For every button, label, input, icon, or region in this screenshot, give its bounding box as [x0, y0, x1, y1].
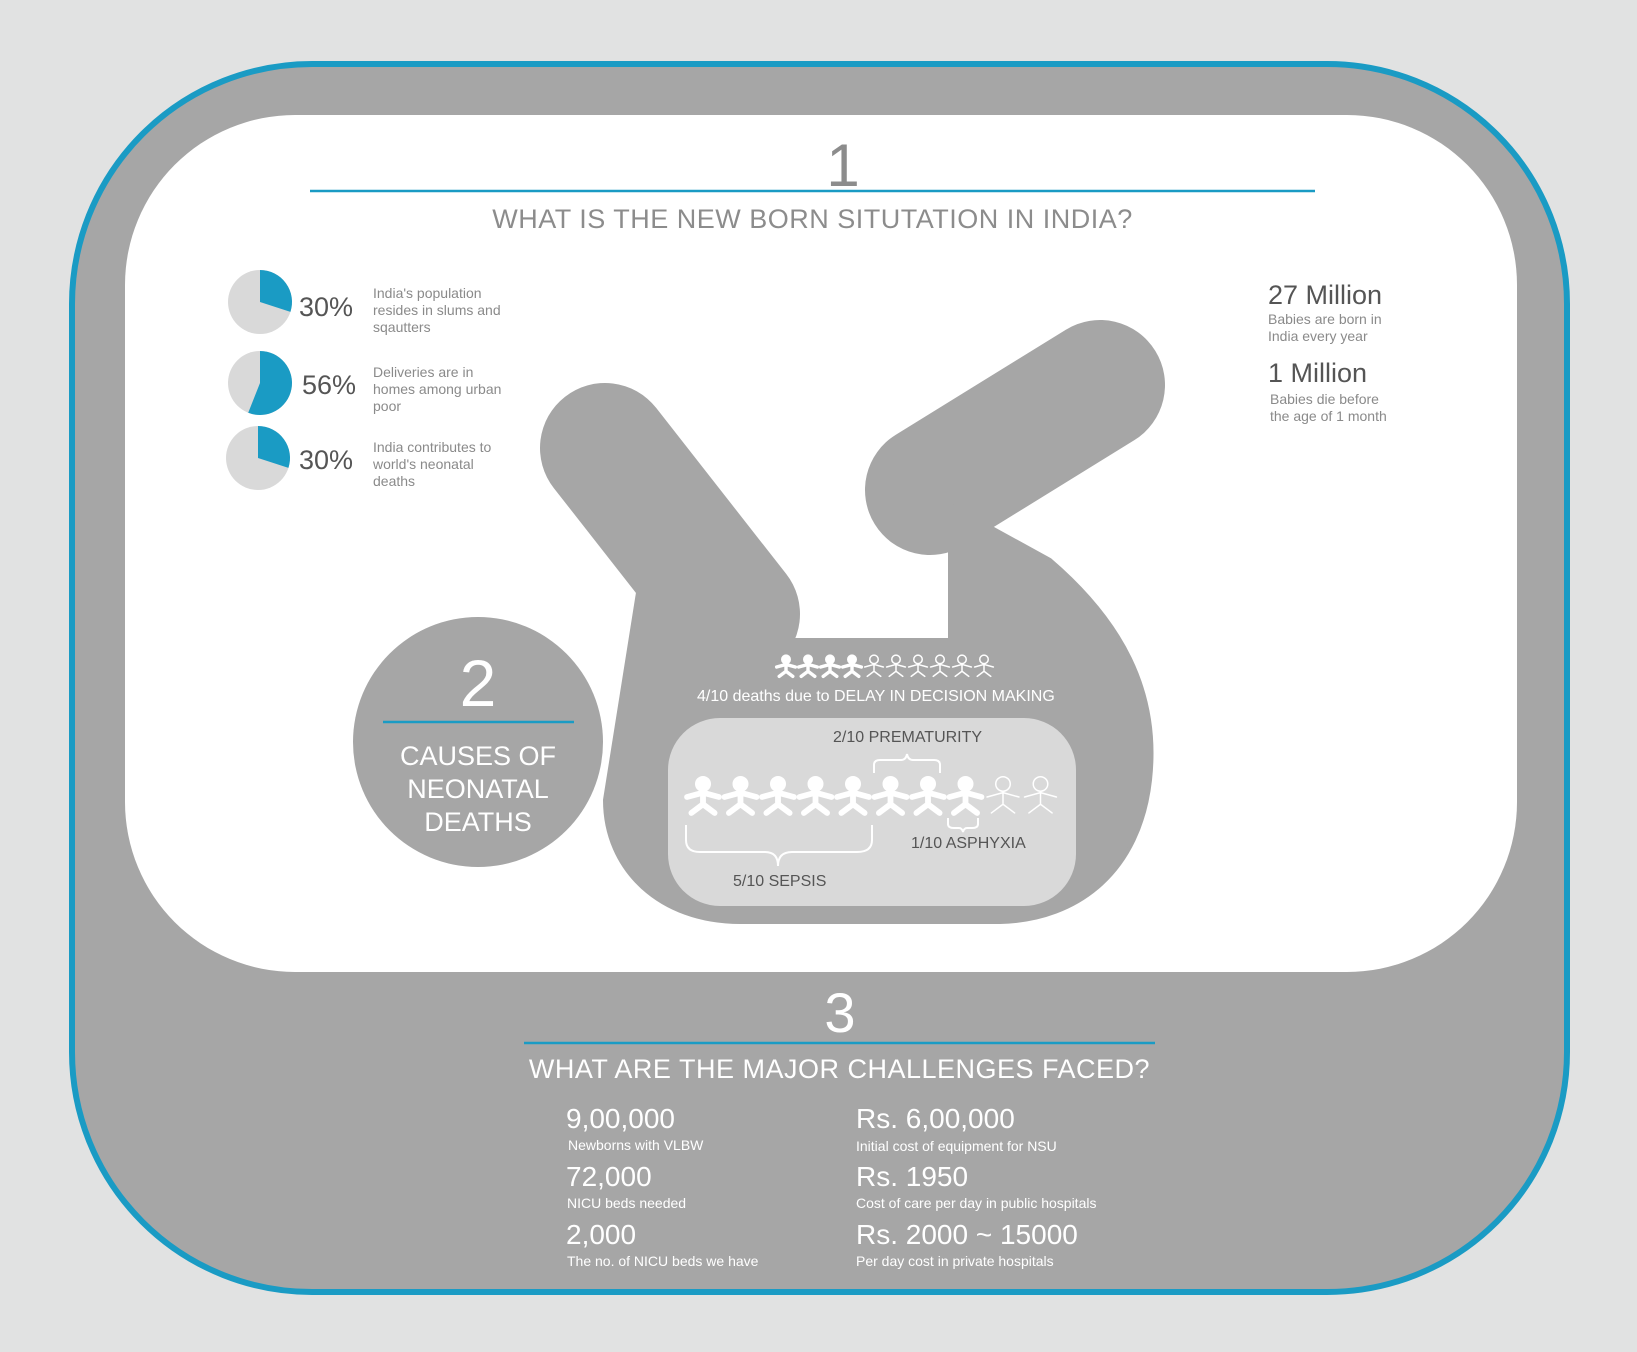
delay-label: 4/10 deaths due to DELAY IN DECISION MAKING	[697, 688, 1055, 705]
challenge-beds-have-description: The no. of NICU beds we have	[567, 1253, 759, 1269]
section3-number: 3	[824, 981, 856, 1044]
pie2-percent: 56%	[302, 370, 357, 400]
sepsis-label: 5/10 SEPSIS	[733, 873, 827, 890]
section3-title: WHAT ARE THE MAJOR CHALLENGES FACED?	[528, 1054, 1151, 1084]
challenge-vlbw-description: Newborns with VLBW	[568, 1137, 704, 1153]
challenge-private-value: Rs. 2000 ~ 15000	[856, 1219, 1078, 1250]
section2-title: CAUSES OF NEONATAL DEATHS	[399, 741, 557, 837]
pie-charts	[226, 270, 292, 490]
section1-title: WHAT IS THE NEW BORN SITUTATION IN INDIA?	[492, 204, 1133, 234]
challenge-beds-have-value: 2,000	[566, 1219, 637, 1250]
stat-die-description: Babies die before the age of 1 month	[1270, 391, 1387, 424]
challenge-beds-needed-value: 72,000	[566, 1161, 652, 1192]
pie3-percent: 30%	[299, 445, 354, 475]
challenge-beds-needed-description: NICU beds needed	[567, 1195, 687, 1211]
stat-born-value: 27 Million	[1268, 280, 1383, 310]
challenge-private-description: Per day cost in private hospitals	[856, 1253, 1054, 1269]
challenge-equipment-value: Rs. 6,00,000	[856, 1103, 1015, 1134]
challenge-equipment-description: Initial cost of equipment for NSU	[856, 1138, 1057, 1154]
pie1-description: India's population resides in slums and sqautters	[373, 285, 501, 335]
challenge-public-value: Rs. 1950	[856, 1161, 969, 1192]
challenge-vlbw-value: 9,00,000	[566, 1103, 675, 1134]
challenge-public-description: Cost of care per day in public hospitals	[856, 1195, 1097, 1211]
section2-number: 2	[459, 646, 497, 720]
prematurity-label: 2/10 PREMATURITY	[833, 729, 983, 746]
pie1-percent: 30%	[299, 292, 354, 322]
pie3-description: India contributes to world's neonatal deaths	[373, 439, 492, 489]
pie2-description: Deliveries are in homes among urban poor	[373, 364, 502, 414]
section1-number: 1	[826, 132, 860, 199]
stat-die-value: 1 Million	[1268, 358, 1368, 388]
stat-born-description: Babies are born in India every year	[1268, 311, 1382, 344]
asphyxia-label: 1/10 ASPHYXIA	[911, 835, 1026, 852]
